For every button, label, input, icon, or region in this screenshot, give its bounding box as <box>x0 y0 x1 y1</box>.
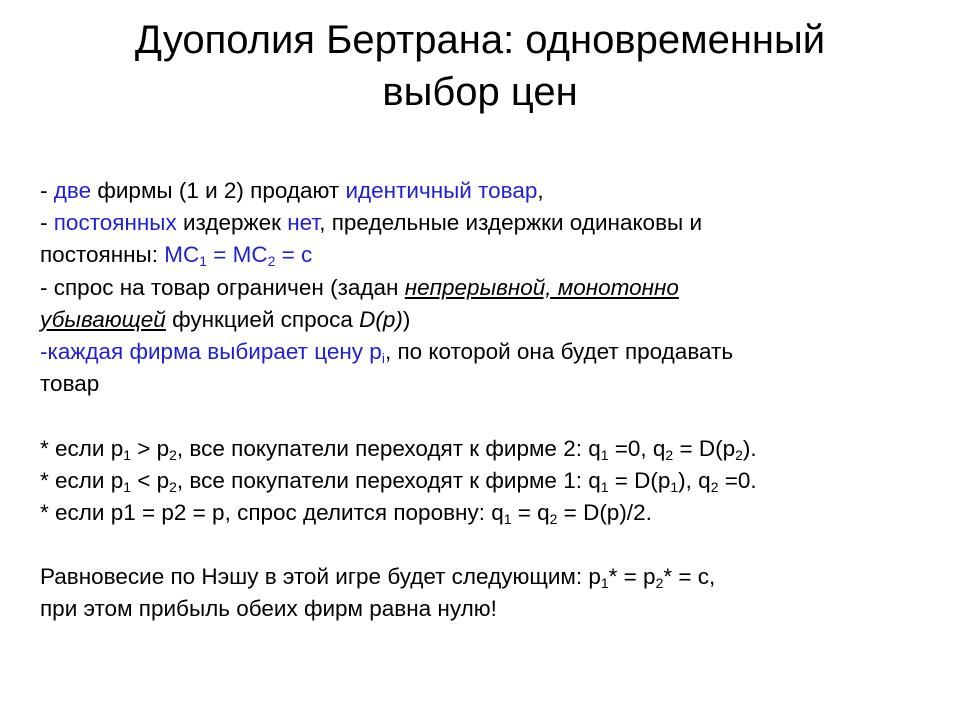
subscript: 1 <box>199 253 207 270</box>
text-segment: = D(p <box>673 435 736 461</box>
subscript: 2 <box>169 478 177 495</box>
text-segment: < p <box>131 467 170 493</box>
text-segment: убывающей <box>40 306 166 332</box>
text-segment: MC <box>164 242 200 268</box>
text-segment: D(p) <box>359 306 403 332</box>
text-line <box>40 465 940 497</box>
subscript: 1 <box>503 511 512 528</box>
text-segment: = c <box>275 242 313 268</box>
text-segment: Равновесие по Нэшу в этой игре будет следующим: p <box>40 564 601 590</box>
blank-line <box>40 400 940 432</box>
text-segment: ) <box>402 306 411 332</box>
slide-body <box>40 175 940 626</box>
text-line <box>40 433 940 465</box>
text-line <box>40 561 940 593</box>
text-segment: = q <box>511 499 550 525</box>
text-segment: * если p <box>40 467 124 493</box>
text-segment: постоянны: <box>40 242 165 268</box>
subscript: 1 <box>670 478 679 495</box>
text-segment: -каждая фирма выбирает цену p <box>40 338 382 364</box>
text-line <box>40 175 940 207</box>
subscript: 1 <box>123 478 131 495</box>
blank-line <box>40 529 940 561</box>
text-segment: - спрос на товар ограничен (задан <box>40 274 405 300</box>
text-line <box>40 593 940 625</box>
text-segment: товар <box>40 371 100 397</box>
text-segment: постоянных <box>53 210 177 236</box>
text-segment: * если p <box>40 435 124 461</box>
text-segment: функцией спроса <box>165 306 360 332</box>
subscript: 2 <box>665 446 674 463</box>
subscript: 2 <box>549 511 558 528</box>
text-segment: фирмы (1 и 2) продают <box>91 178 346 203</box>
slide-title-line-1: Дуополия Бертрана: одновременный <box>134 18 826 62</box>
text-segment: = D(p)/2. <box>557 499 652 525</box>
text-segment: , предельные издержки одинаковы и <box>319 210 703 236</box>
text-segment: =0. <box>718 467 757 493</box>
text-line <box>40 336 940 368</box>
text-segment: , <box>537 178 544 203</box>
text-segment: идентичный товар <box>345 178 538 203</box>
text-line <box>40 207 940 239</box>
text-segment: ), q <box>678 467 711 493</box>
text-segment: , по которой она будет продавать <box>384 338 734 364</box>
text-segment: > p <box>131 435 170 461</box>
text-line <box>40 304 940 336</box>
text-line <box>40 368 940 400</box>
text-segment: при этом прибыль обеих фирм равна нулю! <box>40 596 497 622</box>
text-segment: непрерывной, монотонно <box>404 274 679 300</box>
text-segment: нет <box>287 210 320 236</box>
subscript: 2 <box>735 446 743 463</box>
text-segment: ). <box>742 435 757 461</box>
text-segment: - <box>40 178 54 203</box>
text-segment: , все покупатели переходят к фирме 1: q <box>176 467 601 493</box>
subscript: 2 <box>655 575 664 592</box>
slide-title-line-2: выбор цен <box>382 70 578 114</box>
slide-title <box>40 14 920 118</box>
subscript: 1 <box>600 575 609 592</box>
subscript: 1 <box>123 446 131 463</box>
text-segment: * = c, <box>663 564 716 590</box>
text-segment: - <box>40 210 54 236</box>
text-segment: = MC <box>207 242 268 268</box>
text-segment: =0, q <box>608 435 666 461</box>
text-line <box>40 497 940 529</box>
text-segment: , все покупатели переходят к фирме 2: q <box>176 435 601 461</box>
text-segment: * = p <box>608 564 656 590</box>
subscript: 1 <box>600 478 609 495</box>
text-segment: две <box>53 178 92 203</box>
subscript: 2 <box>169 446 177 463</box>
text-segment: издержек <box>176 210 288 236</box>
text-segment: * если p1 = p2 = p, спрос делится поровну: q <box>40 499 504 525</box>
text-line <box>40 272 940 304</box>
subscript: 2 <box>710 478 719 495</box>
text-segment: = D(p <box>608 467 671 493</box>
text-line <box>40 239 940 271</box>
subscript: 1 <box>600 446 609 463</box>
subscript: 2 <box>267 253 276 270</box>
subscript: i <box>381 350 385 367</box>
